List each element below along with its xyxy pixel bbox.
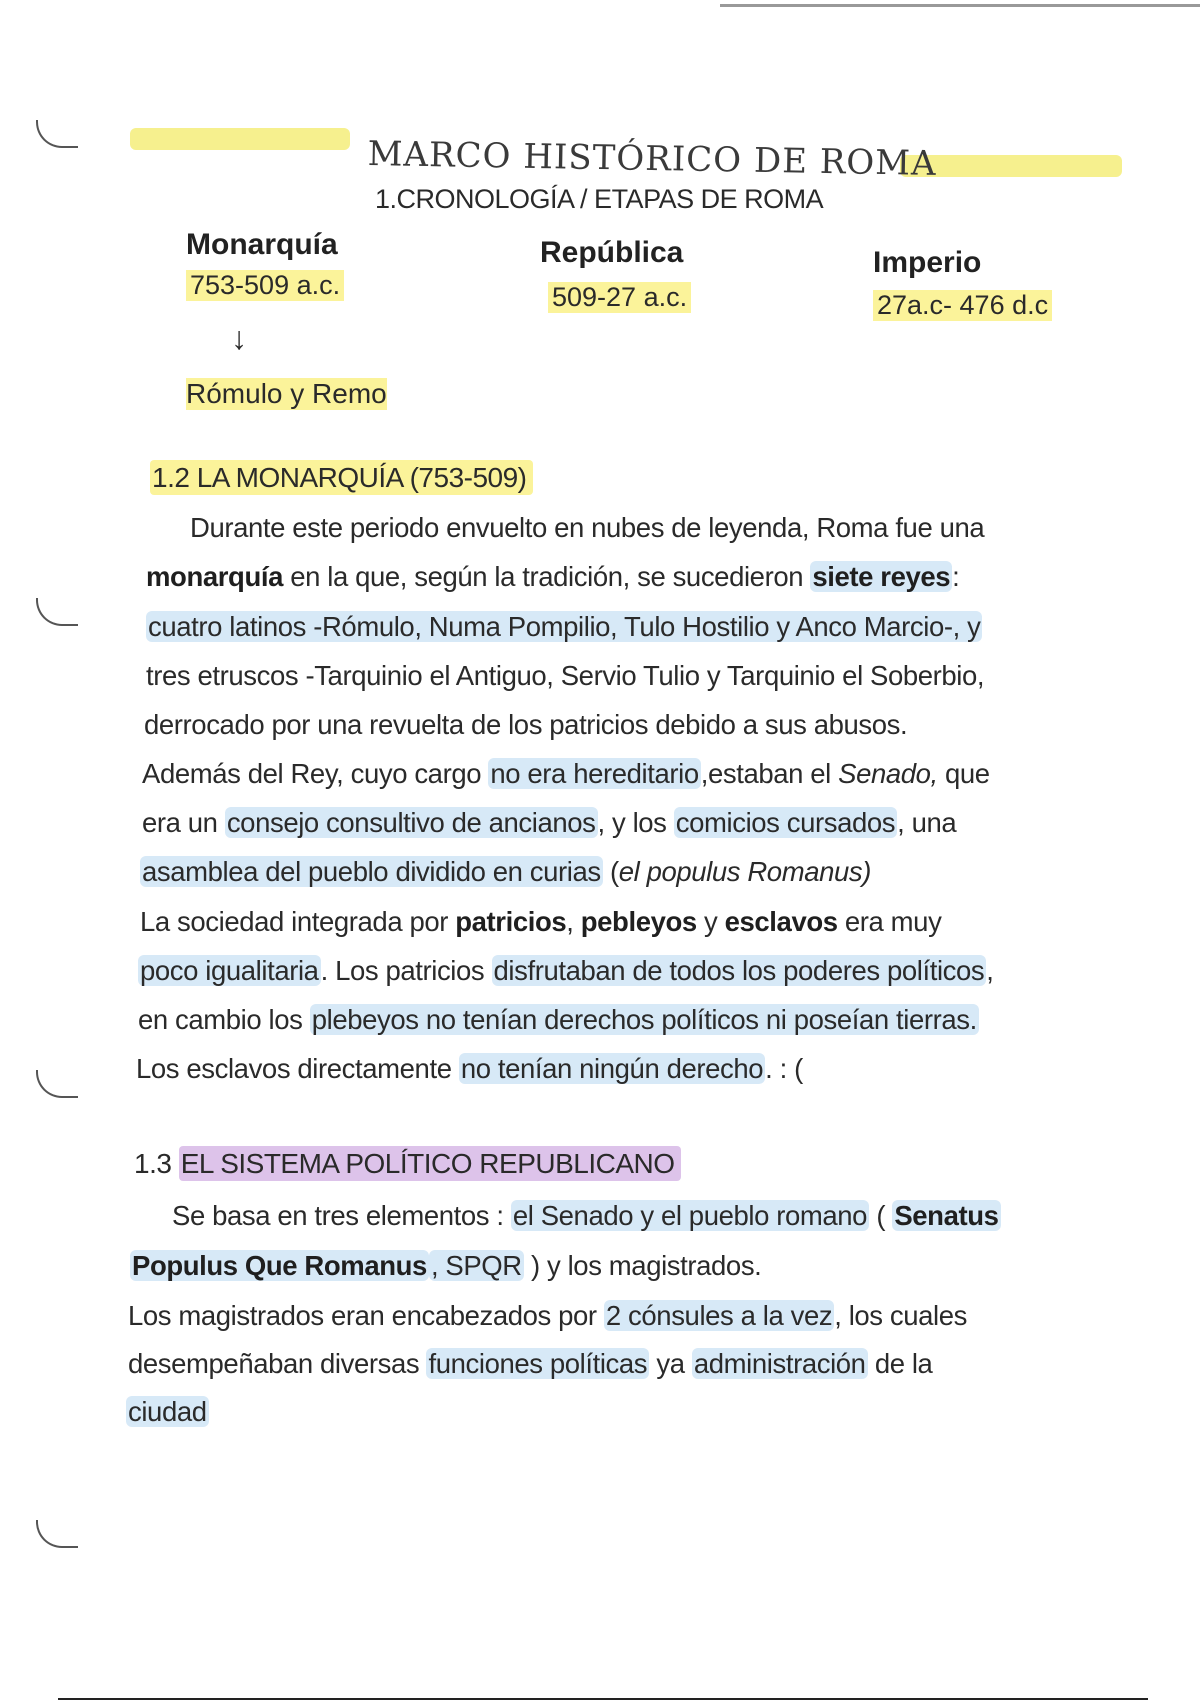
section-heading-monarquia [150,462,533,494]
italic-term: Senado, [838,758,938,789]
text-span: ,estaban el [700,758,839,789]
highlighted-text: asamblea del pueblo dividido en curias [142,856,601,887]
text-span: La sociedad integrada por [140,906,456,937]
text-line: tres etruscos -Tarquinio el Antiguo, Servio Tulio y Tarquinio el Soberbio, [146,660,985,691]
text-span: Se basa en tres elementos : [172,1200,511,1231]
section-heading-republica [134,1148,681,1180]
binder-hole-mark [36,598,78,626]
bold-term: esclavos [724,906,838,937]
bold-term: patricios [455,906,567,937]
text-span: de la [867,1348,933,1379]
period-dates: 27a.c- 476 d.c [873,290,1052,321]
period-imperio [873,246,1052,321]
period-dates: 753-509 a.c. [186,270,344,301]
founders-label: Rómulo y Remo [186,378,387,409]
binder-hole-mark [36,1520,78,1548]
period-republica [540,236,691,313]
text-span: era un [142,807,225,838]
text-line [140,906,941,938]
text-span: ya [649,1348,692,1379]
text-line [142,807,956,839]
text-span: , y los [597,807,674,838]
highlighted-text: ciudad [128,1396,207,1427]
text-line [130,1250,761,1282]
binder-hole-mark [36,1070,78,1098]
highlighted-text: cuatro latinos -Rómulo, Numa Pompilio, Tulo Hostilio y Anco Marcio-, y [148,611,981,642]
text-span: ) y los magistrados. [523,1250,762,1281]
highlighted-text: no era hereditario [490,758,699,789]
page-title: MARCO HISTÓRICO DE ROMA [367,134,937,184]
bold-term: monarquía [146,561,283,592]
text-line: derrocado por una revuelta de los patricios debido a sus abusos. [144,709,908,740]
highlighted-text: poco igualitaria [140,955,319,986]
text-span: en la que, según la tradición, se sucedieron [282,561,811,592]
bold-term: Senatus [894,1200,999,1231]
period-name: Imperio [873,246,982,279]
down-arrow-icon: ↓ [231,320,247,356]
text-line: Durante este periodo envuelto en nubes de leyenda, Roma fue una [190,512,985,543]
period-monarquia [186,228,344,301]
title-highlight-left [130,128,350,150]
text-span: ( [869,1200,893,1231]
text-line [140,856,871,888]
section-number: 1.3 [134,1148,179,1179]
text-line [128,1348,932,1380]
text-span: , [566,906,581,937]
bold-term: siete reyes [812,561,951,592]
text-span: y [696,906,725,937]
highlighted-text: 2 cónsules a la vez [605,1300,833,1331]
highlighted-text: el Senado y el pueblo romano [512,1200,868,1231]
highlighted-text: comicios cursados [675,807,896,838]
text-line [128,1300,967,1332]
page-subtitle: 1.CRONOLOGÍA / ETAPAS DE ROMA [375,184,824,214]
period-name: República [540,236,684,269]
highlighted-text: administración [693,1348,866,1379]
section-heading-text: 1.2 LA MONARQUÍA (753-509) [150,460,533,495]
highlighted-text: consejo consultivo de ancianos [226,807,596,838]
highlighted-text: plebeyos no tenían derechos políticos ni poseían tierras. [311,1004,977,1035]
text-line [172,1200,1001,1232]
text-span: . Los patricios [320,955,492,986]
text-line [138,1004,979,1036]
text-span: : [952,561,960,592]
text-line [146,561,959,593]
text-span: que [937,758,990,789]
highlighted-text: no tenían ningún derecho [460,1053,764,1084]
text-line [136,1053,803,1085]
text-span: , los cuales [834,1300,967,1331]
period-name: Monarquía [186,228,338,261]
text-line [138,955,994,987]
text-span: era muy [837,906,942,937]
text-span: . : ( [765,1053,803,1084]
text-span: Los magistrados eran encabezados por [128,1300,604,1331]
section-heading-text: EL SISTEMA POLÍTICO REPUBLICANO [179,1146,681,1181]
highlighted-text: , SPQR [430,1250,522,1281]
highlighted-text: disfrutaban de todos los poderes políticos [493,955,985,986]
text-span: Además del Rey, cuyo cargo [142,758,489,789]
scan-edge-line [720,4,1200,7]
text-line [126,1396,209,1428]
text-span: , una [897,807,957,838]
highlighted-text: funciones políticas [428,1348,648,1379]
bold-term: Populus Que Romanus [132,1250,427,1281]
text-span: ( [602,856,619,887]
text-line [146,611,982,643]
text-span: en cambio los [138,1004,310,1035]
text-line [142,758,990,790]
bold-term: pebleyos [580,906,697,937]
binder-hole-mark [36,120,78,148]
text-span: Los esclavos directamente [136,1053,459,1084]
italic-term: el populus Romanus) [618,856,871,887]
period-dates: 509-27 a.c. [548,282,691,313]
text-span: , [986,955,994,986]
text-span: desempeñaban diversas [128,1348,427,1379]
